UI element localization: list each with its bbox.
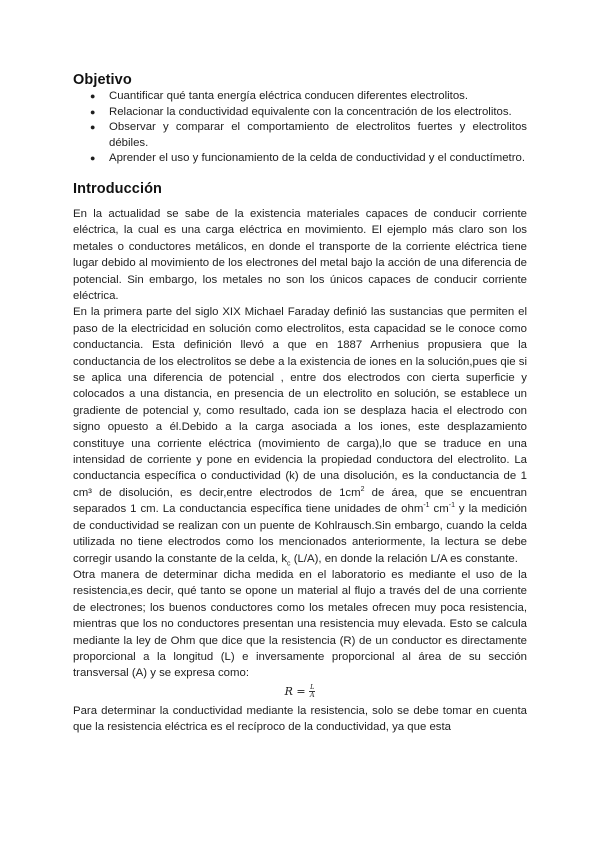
objective-heading: Objetivo [73,72,132,88]
list-item: ● Cuantificar qué tanta energía eléctrica conducen diferentes electrolitos. [73,89,527,105]
formula-numerator: L [310,683,315,692]
bullet-icon: ● [90,153,96,164]
intro-paragraph-3: Otra manera de determinar dicha medida en el laboratorio es mediante el uso de la resistencia,es decir, qué tanto se opone un material al flujo a través del de una corriente de electrones; los buenos conductores como los metales ofrecen muy poca resistencia, mientras que los no conductores presentan una resistencia muy elevada. Esto se calcula mediante la ley de Ohm que dice que la resistencia (R) de un conductor es directamente proporcional a la longitud (L) e inversamente proporcional al área de su sección transversal (A) y se expresa como: [73,568,527,680]
intro-paragraph-1: En la actualidad se sabe de la existencia materiales capaces de conducir corriente eléctrica, la cual es una carga eléctrica en movimiento. El ejemplo más claro son los metales o conductores metálicos, en donde el transporte de la corriente eléctrica tiene lugar debido al movimiento de los electrones del metal bajo la acción de una diferencia de potencial. Sin embargo, los metales no son los únicos capaces de conducir corriente eléctrica. [73,207,528,302]
bullet-icon: ● [90,122,96,133]
page-content [73,72,527,736]
formula-lhs: R = [284,684,306,698]
objective-list [73,89,527,167]
formula-fraction [309,684,315,699]
list-item: ● Relacionar la conductividad equivalente con la concentración de los electrolitos. [73,105,527,121]
ohm-formula [73,683,527,703]
introduction-heading: Introducción [73,180,162,197]
intro-paragraph-2: En la primera parte del siglo XIX Michael Faraday definió las sustancias que permiten el paso de la electricidad en solución como electrolitos, esta capacidad se le conoce como conductancia. Esta definición llevó a que en 1887 Arrhenius propusiera que la conductancia de los electrolitos se debe a la existencia de iones en la solución,pues qie si se aplica una diferencia de potencial , entre dos electrodos con cierta superficie y colocados a una distancia, en presencia de un electrolito en solución, se establece un gradiente de potencial y, como resultado, cada ion se desplaza hacia el electrodo con signo opuesto a él.Debido a la carga asociada a los iones, este desplazamiento constituye una corriente eléctrica (movimiento de carga),lo que se traduce en una intensidad de corriente y pone en evidencia la propiedad conductora del electrolito. La conductancia específica o conductividad (k) de una disolución, es la conductancia de 1 cm³ de disolución, es decir,entre electrodos de $1cm^2$ de área, que se encuentran separados 1 cm. La conductancia específica tiene unidades de ohm$^{-1}$ $cm^{-1}$ y la medición de conductividad se realizan con un puente de Kohlrausch.Sin embargo, cuando la celda utilizada no tiene electrodos como los mencionados anteriormente, la lectura se debe corregir usando la constante de la celda, $k_c$ (L/A), en donde la relación L/A es constante. [73,306,528,567]
bullet-icon: ● [90,106,96,117]
list-item: ● Observar y comparar el comportamiento de electrolitos fuertes y electrolitos débiles. [90,121,527,149]
bullet-icon: ● [90,91,96,101]
intro-paragraph-4: Para determinar la conductividad mediante la resistencia, solo se debe tomar en cuenta que la resistencia eléctrica es el recíproco de la conductividad, ya que esta [73,704,527,734]
formula-denominator: A [309,691,315,700]
list-item: ● Aprender el uso y funcionamiento de la celda de conductividad y el conductímetro. [73,151,527,167]
